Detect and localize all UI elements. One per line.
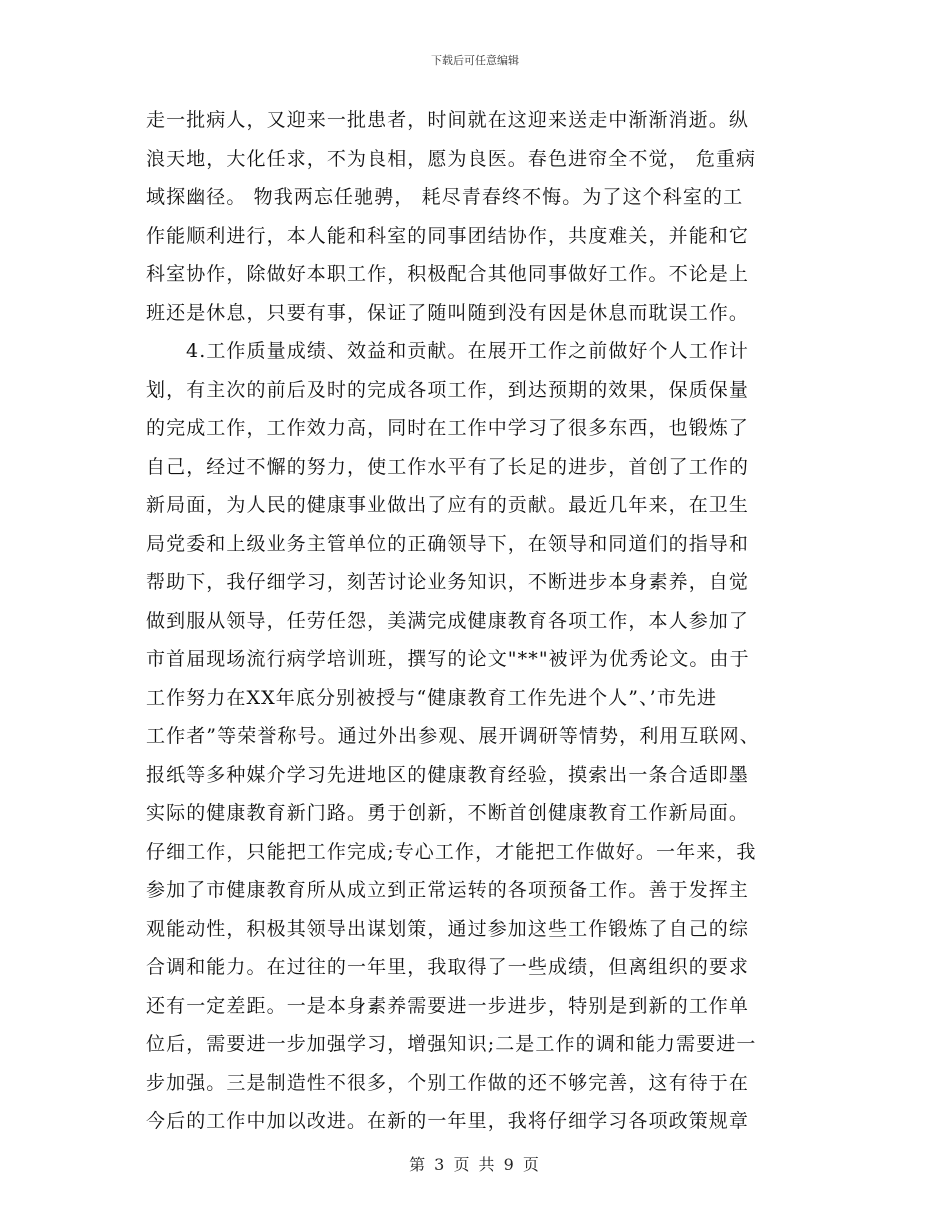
text-line: 步加强。三是制造性不很多，个别工作做的还不够完善，这有待于在 — [146, 1071, 750, 1094]
text-line: 实际的健康教育新门路。勇于创新，不断首创健康教育工作新局面。 — [146, 802, 750, 824]
text-line: 报纸等多种媒介学习先进地区的健康教育经验，摸索出一条合适即墨 — [146, 763, 750, 786]
text-line: 局党委和上级业务主管单位的正确领导下，在领导和同道们的指导和 — [146, 532, 750, 555]
text-line: 浪天地，大化任求，不为良相，愿为良医。春色进帘全不觉， 危重病 — [146, 147, 757, 170]
text-line: 新局面，为人民的健康事业做出了应有的贡献。最近几年来，在卫生 — [146, 494, 750, 516]
text-line: 自己，经过不懈的努力，使工作水平有了长足的进步，首创了工作的 — [146, 455, 750, 478]
text-line: 观能动性，积极其领导出谋划策，通过参加这些工作锻炼了自己的综 — [146, 917, 750, 940]
text-line: 工作努力在XX年底分别被授与“健康教育工作先进个人”、’市先进 — [146, 686, 718, 709]
text-line: 今后的工作中加以改进。在新的一年里，我将仔细学习各项政策规章 — [146, 1110, 750, 1132]
document-body — [146, 101, 806, 1141]
text-line: 位后，需要进一步加强学习，增强知识;二是工作的调和能力需要进一 — [146, 1033, 757, 1055]
paragraph-start-line: 4.工作质量成绩、效益和贡献。在展开工作之前做好个人工作计 — [186, 340, 750, 362]
text-line: 域探幽径。 物我两忘任驰骋， 耗尽青春终不悔。为了这个科室的工 — [146, 186, 744, 208]
text-line: 的完成工作，工作效力高，同时在工作中学习了很多东西，也锻炼了 — [146, 417, 750, 439]
text-line: 做到服从领导，任劳任怨，美满完成健康教育各项工作，本人参加了 — [146, 609, 750, 632]
text-line: 走一批病人，又迎来一批患者，时间就在这迎来送走中渐渐消逝。纵 — [146, 109, 750, 131]
text-line: 市首届现场流行病学培训班，撰写的论文"**"被评为优秀论文。由于 — [146, 648, 750, 670]
page-number-footer: 第 3 页 共 9 页 — [409, 1155, 541, 1174]
text-line: 合调和能力。在过往的一年里，我取得了一些成绩，但离组织的要求 — [146, 956, 750, 978]
text-line: 划，有主次的前后及时的完成各项工作，到达预期的效果，保质保量 — [146, 378, 750, 401]
text-line: 还有一定差距。一是本身素养需要进一步进步，特别是到新的工作单 — [146, 994, 750, 1017]
text-line: 科室协作，除做好本职工作，积极配合其他同事做好工作。不论是上 — [146, 263, 750, 285]
text-line: 仔细工作，只能把工作完成;专心工作，才能把工作做好。一年来，我 — [146, 840, 757, 863]
page-header-note: 下载后可任意编辑 — [431, 54, 519, 67]
text-line: 工作者”等荣誉称号。通过外出参观、展开调研等情势，利用互联网、 — [146, 725, 760, 747]
text-line: 作能顺利进行，本人能和科室的同事团结协作，共度难关，并能和它 — [146, 224, 750, 247]
text-line: 参加了市健康教育所从成立到正常运转的各项预备工作。善于发挥主 — [146, 879, 750, 901]
text-line: 班还是休息，只要有事，保证了随叫随到没有因是休息而耽误工作。 — [146, 301, 750, 324]
text-line: 帮助下，我仔细学习，刻苦讨论业务知识，不断进步本身素养，自觉 — [146, 571, 750, 593]
